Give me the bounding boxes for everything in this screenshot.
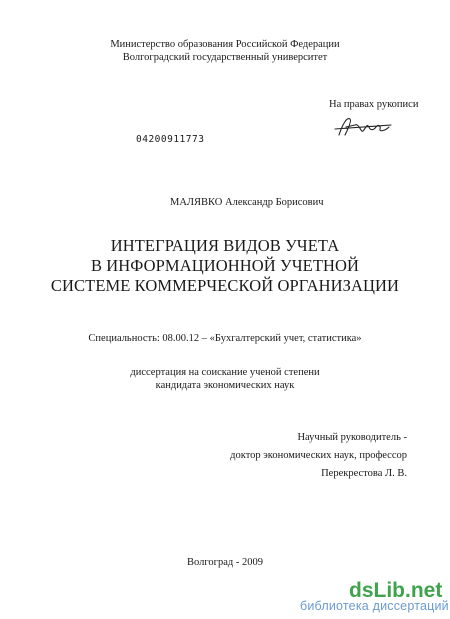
author-name: МАЛЯВКО Александр Борисович xyxy=(170,197,324,208)
manuscript-note: На правах рукописи xyxy=(329,99,419,110)
supervisor-name: Перекрестова Л. В. xyxy=(321,468,407,479)
title-line-3: СИСТЕМЕ КОММЕРЧЕСКОЙ ОРГАНИЗАЦИИ xyxy=(50,276,400,295)
ministry-line: Министерство образования Российской Федерации xyxy=(110,39,340,50)
city-year: Волгоград - 2009 xyxy=(187,557,263,568)
degree-line-2: кандидата экономических наук xyxy=(155,380,295,391)
title-line-2: В ИНФОРМАЦИОННОЙ УЧЕТНОЙ xyxy=(90,256,360,275)
title-line-1: ИНТЕГРАЦИЯ ВИДОВ УЧЕТА xyxy=(110,236,340,255)
watermark-subtitle: библиотека диссертаций xyxy=(300,599,449,613)
specialty-line: Специальность: 08.00.12 – «Бухгалтерский учет, статистика» xyxy=(88,333,362,344)
watermark-logo-tld: .net xyxy=(405,579,443,602)
supervisor-degree: доктор экономических наук, профессор xyxy=(230,450,407,461)
university-line: Волгоградский государственный университет xyxy=(122,52,328,63)
signature-icon xyxy=(333,113,395,141)
supervisor-label: Научный руководитель - xyxy=(297,432,407,443)
watermark-logo-main: dsLib xyxy=(349,579,405,602)
record-number: 04200911773 xyxy=(136,134,205,145)
degree-line-1: диссертация на соискание ученой степени xyxy=(130,367,320,378)
